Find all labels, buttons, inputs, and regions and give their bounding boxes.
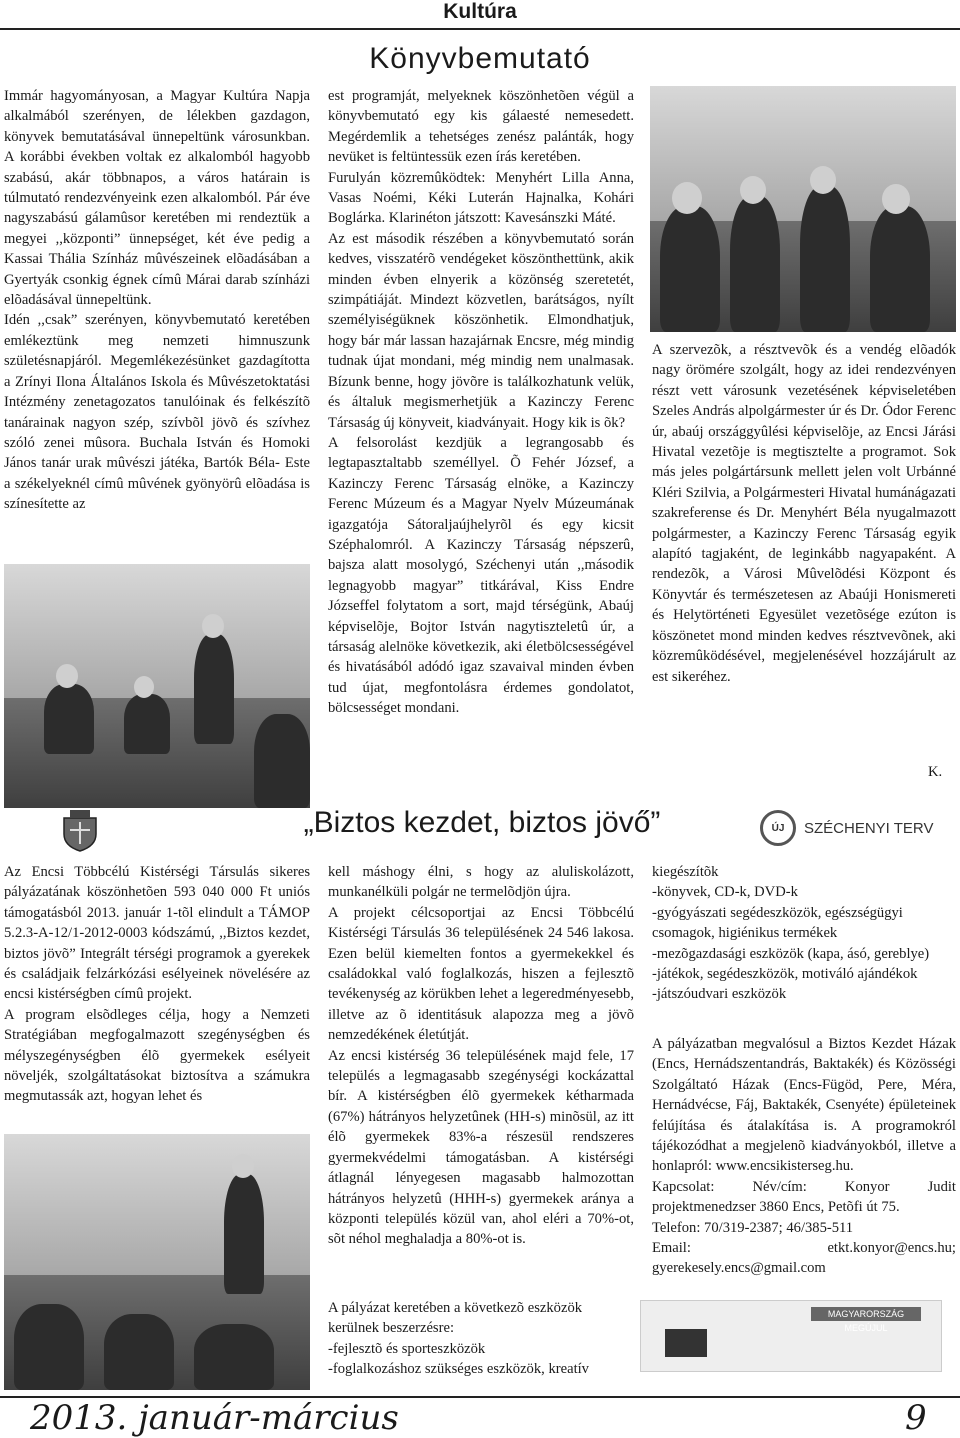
article2-column2 (328, 862, 634, 1250)
article1-column1 (4, 86, 310, 515)
article2-column3 (652, 1034, 956, 1279)
szechenyi-badge-icon: ÚJ (760, 810, 796, 846)
list-item: -fejlesztõ és sporteszközök (328, 1340, 486, 1357)
paragraph: Idén ,,csak” szerényen, könyvbemutató keretében emlékeztünk meg nemzeti himnuszunk születésnapjáról. Megemlékezésünket gazdagította a Zrínyi Ilona Általános Iskola és Mûvészetoktatási Intézmény zenetagozatos tanulóinak és felkészítõ tanárainak nagyon szép, szívbõl jövõ és szívhez szóló zenei mûsora. Buchala István és Homoki János tanár urak mûvészi játéka, Bartók Béla- Este a székelyeknél címû mûvének gyönyörû elõadása is színesítette az (4, 312, 310, 513)
article-title-biztos-kezdet: „Biztos kezdet, biztos jövő” (303, 806, 661, 839)
page-number: 9 (905, 1398, 927, 1438)
issue-date: 2013. január-március (30, 1398, 399, 1438)
list-item: -foglalkozáshoz szükséges eszközök, kreatív (328, 1361, 589, 1378)
list-item: -játékok, segédeszközök, motiváló ajándékok (652, 966, 918, 983)
paragraph: est programját, melyeknek köszönhetõen végül a könyvbemutató egy kis gálaesté nemesedett. Megérdemlik a tehetséges zenész palánták, hogy nevüket is feltüntessük ezen írás keretében. (328, 88, 634, 166)
section-label: Kultúra (443, 0, 517, 23)
event-photo-audience (650, 86, 956, 332)
contact-line: Email: etkt.konyor@encs.hu; gyerekesely.encs@gmail.com (652, 1240, 956, 1277)
eu-logo-text: MAGYARORSZÁG MEGÚJUL (811, 1307, 921, 1321)
paragraph: A pályázat keretében a következõ eszközök kerülnek beszerzésre: (328, 1300, 583, 1337)
header-rule (0, 28, 960, 30)
paragraph: Az Encsi Többcélú Kistérségi Társulás sikeres pályázatának köszönhetõen 593 040 000 Ft uniós támogatásból 2013. január 1-tõl elindult a TÁMOP 5.2.3-A-12/1-2012-0003 kódszámú, ,,Biztos kezdet, biztos jövõ” Integrált térségi programok a gyerekek és családjaik felzárkózási esélyeinek növelésére az encsi kistérségben címû projekt. (4, 864, 310, 1003)
eu-funding-logo (640, 1300, 942, 1372)
paragraph: A projekt célcsoportjai az Encsi Többcélú Kistérségi Társulás 36 településének 24 546 lakosa. Ezen belül kiemelten fontos a gyermekekkel és családokkal való foglalkozás, hiszen a fejlesztõ tevékenység az körükben lehet a legeredményesebb, illetve az õ identitásuk alapozza meg a jövõ nemzedékének életútját. (328, 904, 634, 1044)
list-item: -gyógyászati segédeszközök, egészségügyi csomagok, higiénikus termékek (652, 904, 903, 942)
encs-coat-of-arms-icon (60, 808, 100, 852)
classroom-photo (4, 1134, 310, 1390)
article1-column3 (652, 340, 956, 687)
article2-column3-list (652, 862, 956, 1005)
paragraph: Az encsi kistérség 36 településének majd fele, 17 település a legmagasabb szegénységi kockázattal bír. A kistérségben élõ gyermekek kétharmada (67%) hátrányos helyzetûnek (HH-s) minõsül, az itt élõ gyermekek 83%-a részesül rendszeres gyermekvédelmi támogatásban. A kistérségi átlagnál lényegesen magasabb halmozottan hátrányos helyzetû (HHH-s) gyermekek aránya a központi település közül van, ahol eléri a 70%-ot, sõt néhol meghaladja a 80%-ot is. (328, 1047, 634, 1248)
paragraph: A pályázatban megvalósul a Biztos Kezdet Házak (Encs, Hernádszentandrás, Baktakék) és Közösségi Szolgáltató Házak (Encs-Fügöd, Pere, Méra, Hernádvécse, Fáj, Baktakék, Csenyéte) épületeinek felújítása és átalakítása is. A programokról tájékozódhat a megjelenõ kiadványokból, illetve a honlapról: www.encsikisterseg.hu. (652, 1036, 956, 1175)
szechenyi-terv-logo (760, 810, 933, 846)
paragraph: A szervezõk, a résztvevõk és a vendég elõadók nagy örömére szolgált, hogy az idei rendezvényen részt vett városunk vezetésének képviseletében Szeles András alpolgármester úr és Dr. Ódor Ferenc úr, abaúj országgyûlési képviselõje, az Encsi Járási Hivatal vezetõje is megtisztelte a programot. Sok más jeles polgártársunk mellett jelen volt Urbánné Kléri Szilvia, a Polgármesteri Hivatal humánágazati szakreferense és Dr. Menyhért Béla nyugalmazott polgármester, a Kazinczy Ferenc Társaság egyik alapító tagjaként, de leginkább nagyapaként. A rendezõk, a Városi Mûvelõdési Központ és Könyvtár és természetesen az Abaúji Honismereti és Helytörténeti Egyesület vezetõsége ezúton is köszönetet mond minden kedves résztvevõnek, aki közremûködésével, megjelenésével hozzájárult az est sikeréhez. (652, 342, 956, 685)
author-signature: K. (928, 764, 943, 780)
list-item: kiegészítõk (652, 864, 719, 880)
contact-line: Kapcsolat: Név/cím: Konyor Judit projektmenedzser 3860 Encs, Petõfi út 75. (652, 1178, 956, 1216)
paragraph: A felsorolást kezdjük a legrangosabb és legtapasztaltabb személlyel. Õ Fehér József, a Kazinczy Ferenc Társaság elnöke, a Kazinczy Ferenc Múzeum és a Magyar Nyelv Múzeumának igazgatója Sátoraljaújhelyrõl és egy kicsit Széphalomról. A Kazinczy Társaság népszerû, bajsza alatt mosolygó, Széchenyi után ,,második legnagyobb magyar” titkárával, Kiss Endre Józseffel folytatom a sort, majd térségünk, Abaúj képviselõje, Bojtor István nagytiszteletû úr, a társaság alelnöke következik, aki életbölcsességével és hivatásából adódó igaz szavaival minden évben tud újat, megfontolásra érdemes gondolatot, bölcsességet mondani. (328, 434, 634, 717)
event-photo-stage (4, 564, 310, 808)
paragraph: Furulyán közremûködtek: Menyhért Lilla Anna, Vasas Noémi, Kéki Luterán Hajnalka, Kohári Boglárka. Klarinéton játszott: Kavesánszki Máté. (328, 169, 634, 227)
contact-line: Telefon: 70/319-2387; 46/385-511 (652, 1219, 854, 1236)
list-item: -játszóudvari eszközök (652, 986, 787, 1003)
article2-column1 (4, 862, 310, 1107)
list-item: -mezõgazdasági eszközök (kapa, ásó, gereblye) (652, 945, 930, 962)
sponsor-logo-text: SZÉCHENYI TERV (804, 819, 934, 837)
paragraph: kell máshogy élni, s hogy az aluliskolázott, munkanélküli polgár ne termelõdjön újra. (328, 864, 634, 901)
article2-equipment-list (328, 1298, 634, 1380)
paragraph: Immár hagyományosan, a Magyar Kultúra Napja alkalmából szerényen, de lélekben gazdagon, könyvek bemutatásával ünnepeltünk városunkban. A korábbi években voltak ez alkalomból hagyobb szabású, akár többnapos, a város határain is túlmutató rendezvényeink ezen alkalomból. Pár éve nagyszabású gálamûsor keretében mi rendeztük a megyei ,,központi” ünnepséget, két éve pedig a Kassai Thália Színház mûvészeinek elõadásában a Gyertyák csonkig égnek címû Márai darab színházi elõadásával ünnepeltünk. (4, 88, 310, 309)
list-item: -könyvek, CD-k, DVD-k (652, 884, 798, 901)
article1-column2 (328, 86, 634, 719)
paragraph: Az est második részében a könyvbemutató során kedves, visszatérõ vendégeket köszönthettünk, akik minden évben elnyerik a közönség szeretetét, szimpátiáját. Mindezt közvetlen, barátságos, nyílt személyiségüknek köszönhetik. Elmondhatjuk, hogy bár már lassan hazajárnak Encsre, még mindig tudnak újat mondani, még mindig nem unalmasak. Bízunk benne, hogy jövõre is találkozhatunk velük, és általuk megismerhetjük a Kazinczy Ferenc Társaság új könyveit, kiadványait. Hogy kik is õk? (328, 230, 634, 431)
eu-flag-icon (665, 1329, 707, 1357)
paragraph: A program elsõdleges célja, hogy a Nemzeti Stratégiában megfogalmazott szegénységben és mélyszegénységben élõ gyermekek esélyeit növeljék, szolgáltatásokat biztosítva a számukra megmutassák azt, hogyan lehet és (4, 1006, 310, 1105)
article-title-konyvbemutato: Könyvbemutató (369, 42, 591, 75)
